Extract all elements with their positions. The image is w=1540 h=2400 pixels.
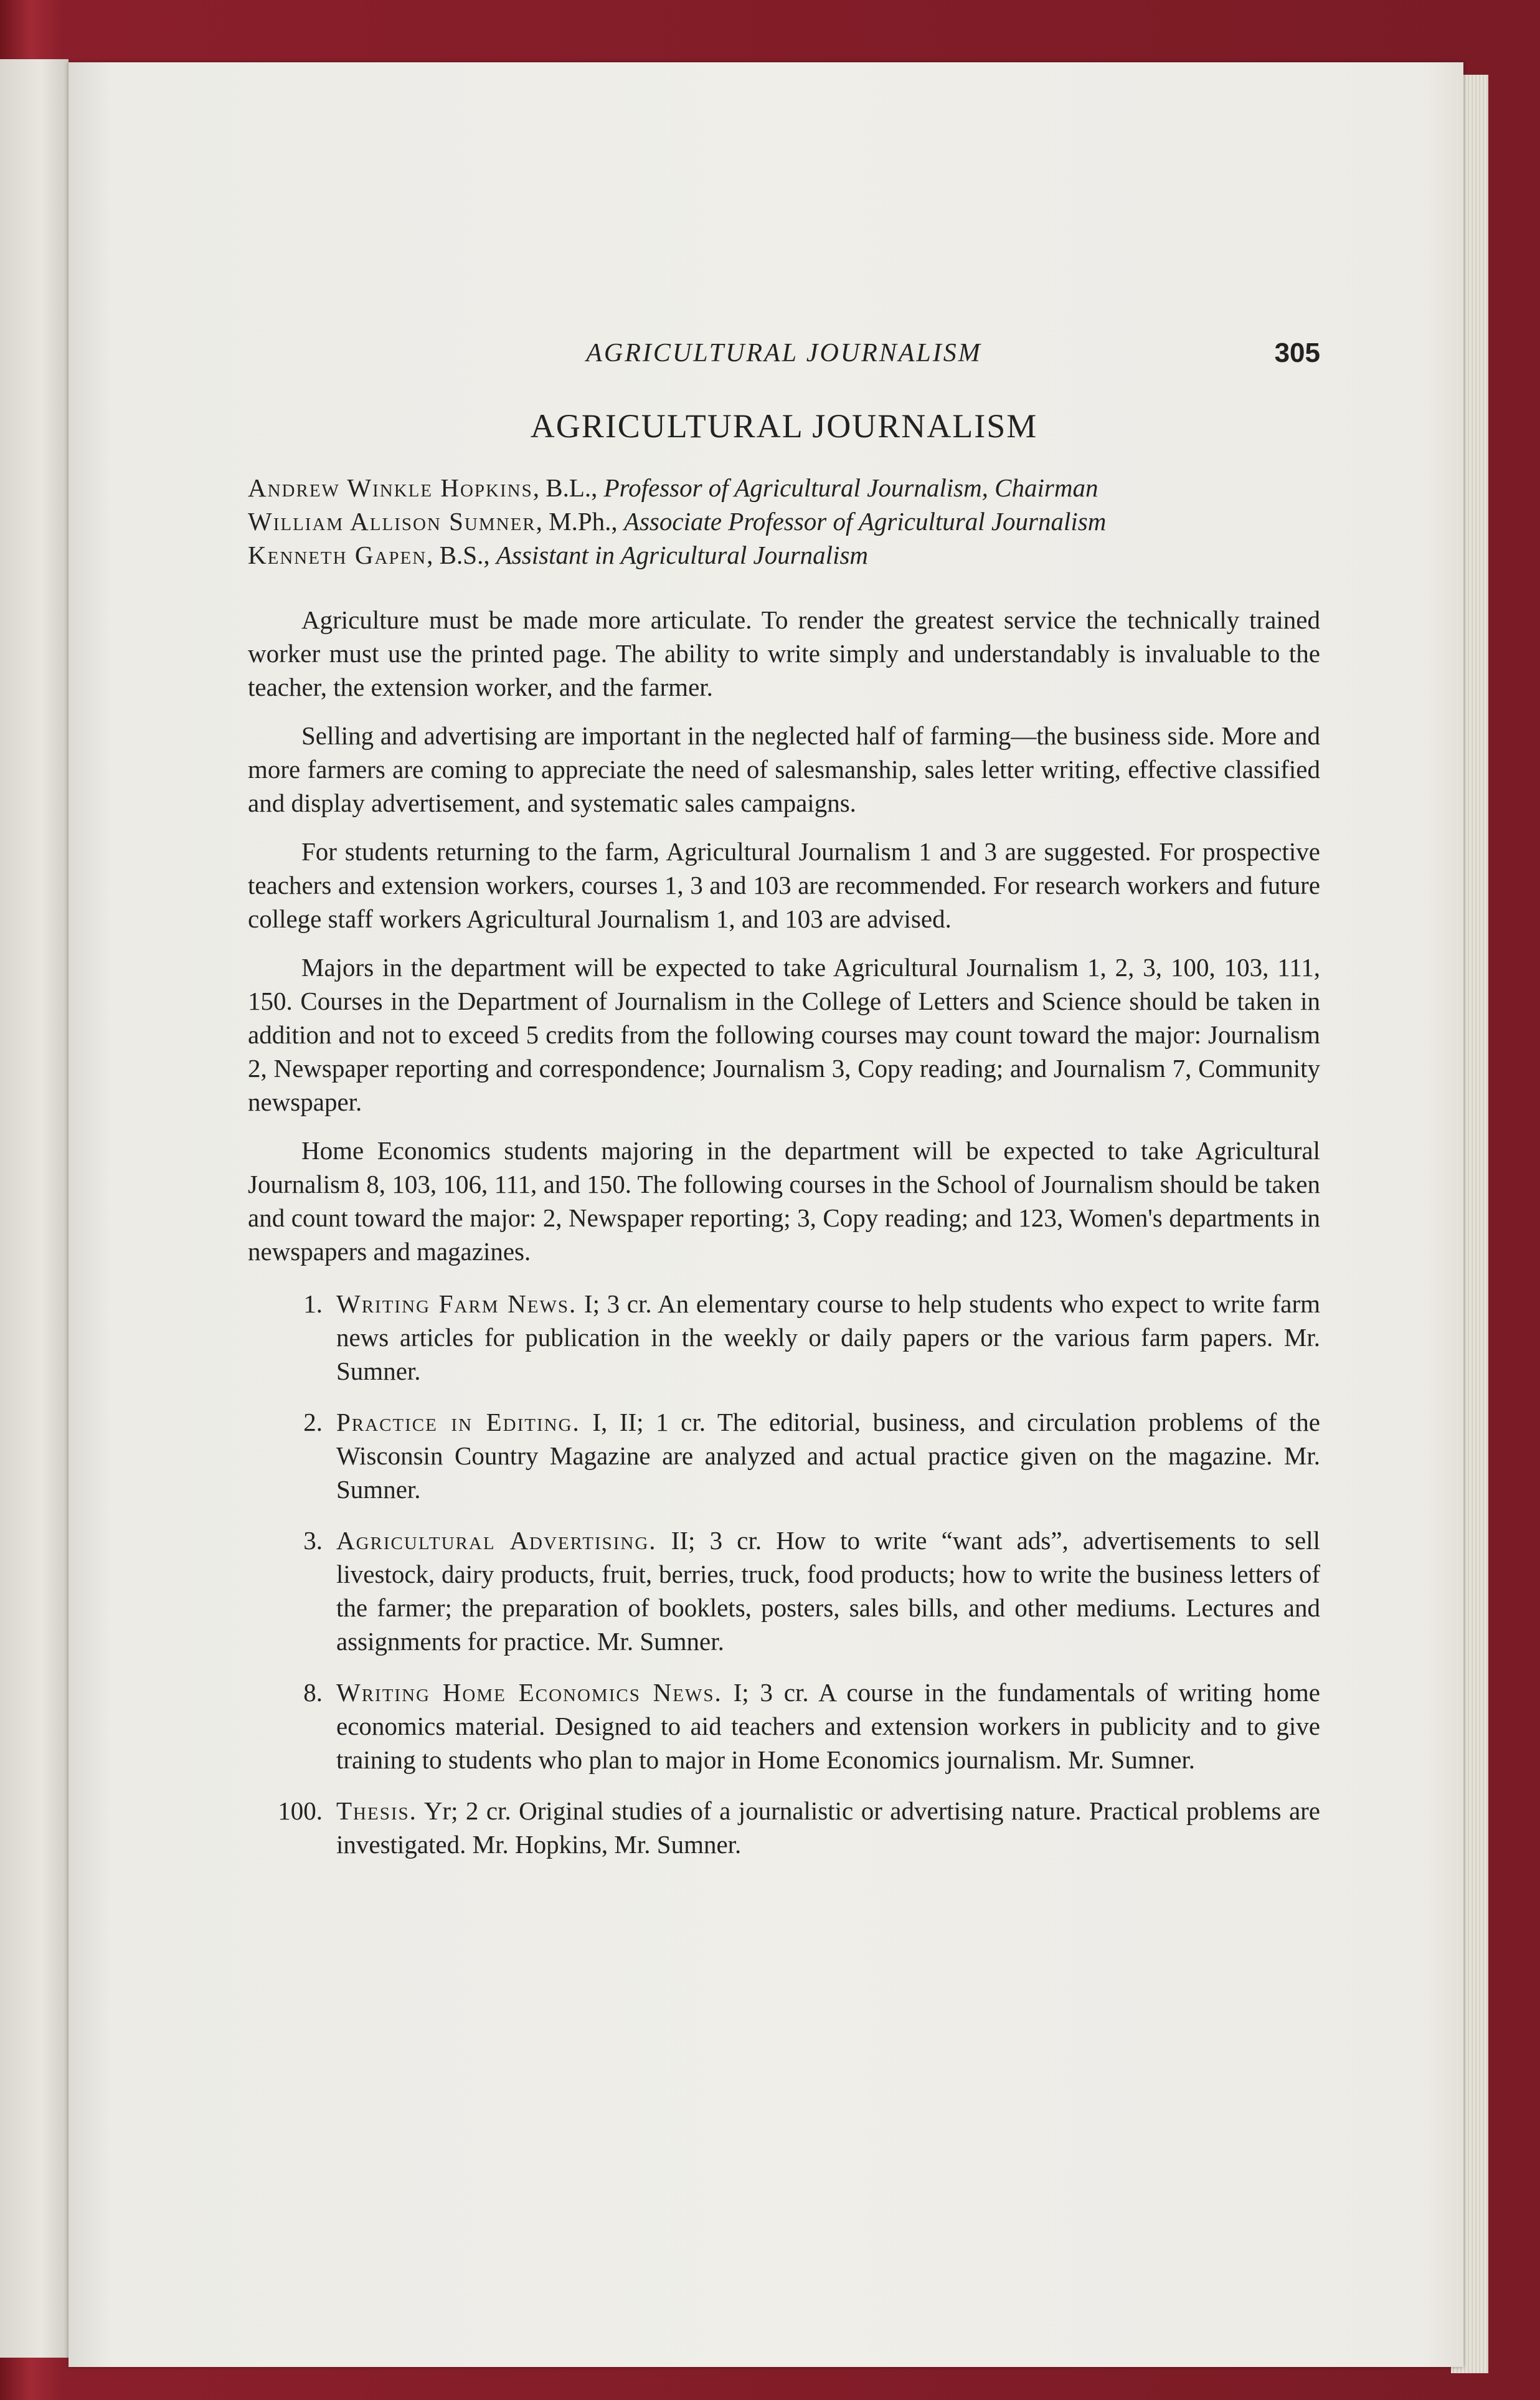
staff-degree: B.S., [439,541,490,569]
course-number: 100. [278,1796,323,1825]
course-body [336,1676,1320,1776]
staff-name: Kenneth Gapen [248,541,427,569]
page-number: 305 [1274,338,1320,368]
staff-role: Assistant in Agricultural Journalism [496,541,869,569]
staff-member: Kenneth Gapen, B.S., Assistant in Agricultural Journalism [248,541,869,569]
staff-role: Professor of Agricultural Journalism, Chairman [603,473,1098,502]
course-body [336,1405,1320,1506]
course-number: 3. [303,1526,323,1555]
book-page [68,62,1463,2367]
course-title: Writing Farm News. [336,1289,577,1318]
course-title: Writing Home Economics News. [336,1678,722,1707]
course-entry [248,1405,1320,1506]
course-body [336,1287,1320,1388]
course-entry [248,1524,1320,1658]
staff-list [248,471,1320,572]
course-description: I; 3 cr. An elementary course to help students who expect to write farm news articles for publication in the weekly or daily papers or the various farm papers. Mr. Sumner. [336,1289,1320,1385]
page-content [248,336,1320,1861]
paragraph: Home Economics students majoring in the department will be expected to take Agricultural Journalism 8, 103, 106, 111, and 150. The following courses in the School of Journalism should be taken and count toward the major: 2, Newspaper reporting; 3, Copy reading; and 123, Women's departments in newspapers and magazines. [248,1136,1320,1266]
paragraph: For students returning to the farm, Agricultural Journalism 1 and 3 are suggested. For prospective teachers and extension workers, courses 1, 3 and 103 are recommended. For research workers and future college staff workers Agricultural Journalism 1, and 103 are advised. [248,837,1320,933]
course-description: I, II; 1 cr. The editorial, business, and circulation problems of the Wisconsin Country Magazine are analyzed and actual practice given on the magazine. Mr. Sumner. [336,1408,1320,1504]
course-title: Agricultural Advertising. [336,1526,657,1555]
staff-name: William Allison Sumner [248,507,536,536]
staff-member: William Allison Sumner, M.Ph., Associate Professor of Agricultural Journalism [248,507,1107,536]
course-entry [248,1287,1320,1388]
course-entry [248,1794,1320,1861]
previous-page-edge [0,59,68,2358]
staff-member: Andrew Winkle Hopkins, B.L., Professor of Agricultural Journalism, Chairman [248,473,1098,502]
course-description: II; 3 cr. How to write “want ads”, advertisements to sell livestock, dairy products, fruit, berries, truck, food products; how to write the business letters of the farmer; the preparation of booklets, posters, sales bills, and other mediums. Lectures and assignments for practice. Mr. Sumner. [336,1526,1321,1656]
course-body [336,1794,1320,1861]
course-description: Yr; 2 cr. Original studies of a journalistic or advertising nature. Practical problems are investigated. Mr. Hopkins, Mr. Sumner. [336,1796,1321,1859]
course-title: Thesis. [336,1796,417,1825]
paragraph: Agriculture must be made more articulate. To render the greatest service the technically trained worker must use the printed page. The ability to write simply and understandably is invaluable to the teacher, the extension worker, and the farmer. [248,605,1320,701]
course-number: 1. [303,1289,323,1318]
running-head [248,336,1320,380]
course-entry [248,1676,1320,1776]
course-number: 2. [303,1408,323,1436]
course-number: 8. [303,1678,323,1707]
section-title: AGRICULTURAL JOURNALISM [530,407,1038,445]
course-body [336,1524,1320,1658]
staff-degree: M.Ph., [549,507,618,536]
course-title: Practice in Editing. [336,1408,580,1436]
paragraph: Majors in the department will be expected to take Agricultural Journalism 1, 2, 3, 100, 103, 111, 150. Courses in the Department of Journalism in the College of Letters and Science should be taken in addition and not to exceed 5 credits from the following courses may count toward the major: Journalism 2, Newspaper reporting and correspondence; Journalism 3, Copy reading; and Journalism 7, Community newspaper. [248,953,1320,1116]
staff-name: Andrew Winkle Hopkins [248,473,533,502]
staff-role: Associate Professor of Agricultural Journalism [623,507,1107,536]
staff-degree: B.L., [546,473,598,502]
paragraph: Selling and advertising are important in the neglected half of farming—the business side. More and more farmers are coming to appreciate the need of salesmanship, sales letter writing, effective classified and display advertisement, and systematic sales campaigns. [248,721,1320,817]
course-description: I; 3 cr. A course in the fundamentals of writing home economics material. Designed to aid teachers and extension workers in publicity and to give training to students who plan to major in Home Economics journalism. Mr. Sumner. [336,1678,1320,1774]
running-head-title: AGRICULTURAL JOURNALISM [586,339,982,368]
